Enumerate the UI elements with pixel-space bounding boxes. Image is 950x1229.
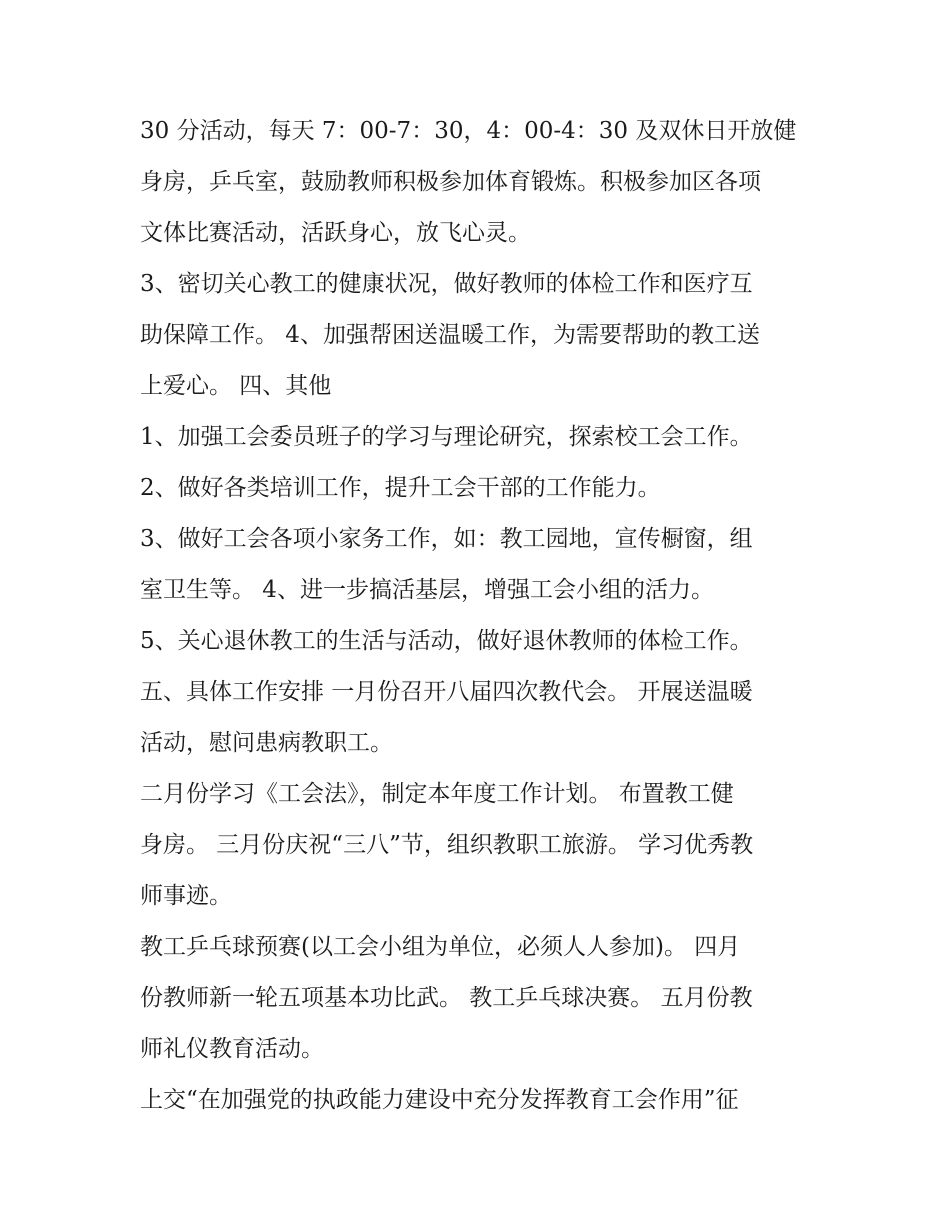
paragraph	[140, 463, 820, 514]
text-line: 室卫生等。 4、进一步搞活基层，增强工会小组的活力。	[140, 577, 714, 603]
text-line: 30 分活动，每天 7：00-7：30，4：00-4：30 及双休日开放健	[140, 118, 797, 144]
paragraph	[140, 106, 820, 259]
text-line: 助保障工作。 4、加强帮困送温暖工作，为需要帮助的教工送	[140, 322, 760, 348]
document-body	[140, 106, 820, 1126]
text-line: 1、加强工会委员班子的学习与理论研究，探索校工会工作。	[140, 424, 753, 450]
text-line: 教工乒乓球预赛(以工会小组为单位，必须人人参加)。 四月	[140, 934, 741, 960]
text-line: 师事迹。	[140, 883, 232, 909]
text-line: 身房。 三月份庆祝“三八”节，组织教职工旅游。 学习优秀教	[140, 832, 754, 858]
text-line: 2、做好各类培训工作，提升工会干部的工作能力。	[140, 475, 661, 501]
text-line: 师礼仪教育活动。	[140, 1036, 324, 1062]
text-line: 3、密切关心教工的健康状况，做好教师的体检工作和医疗互	[140, 271, 753, 297]
text-line: 活动，慰问患病教职工。	[140, 730, 393, 756]
text-line: 二月份学习《工会法》，制定本年度工作计划。 布置教工健	[140, 781, 734, 807]
text-line: 上爱心。 四、其他	[140, 373, 332, 399]
paragraph	[140, 514, 820, 616]
paragraph	[140, 1075, 820, 1126]
paragraph	[140, 259, 820, 412]
paragraph	[140, 769, 820, 922]
paragraph	[140, 412, 820, 463]
text-line: 5、关心退休教工的生活与活动，做好退休教师的体检工作。	[140, 628, 753, 654]
paragraph	[140, 667, 820, 769]
paragraph	[140, 616, 820, 667]
text-line: 身房，乒乓室，鼓励教师积极参加体育锻炼。积极参加区各项	[140, 169, 761, 195]
text-line: 五、具体工作安排 一月份召开八届四次教代会。 开展送温暖	[140, 679, 753, 705]
text-line: 文体比赛活动，活跃身心，放飞心灵。	[140, 220, 531, 246]
text-line: 3、做好工会各项小家务工作，如：教工园地，宣传橱窗，组	[140, 526, 753, 552]
text-line: 上交“在加强党的执政能力建设中充分发挥教育工会作用”征	[140, 1087, 739, 1113]
paragraph	[140, 922, 820, 1075]
text-line: 份教师新一轮五项基本功比武。 教工乒乓球决赛。 五月份教	[140, 985, 753, 1011]
